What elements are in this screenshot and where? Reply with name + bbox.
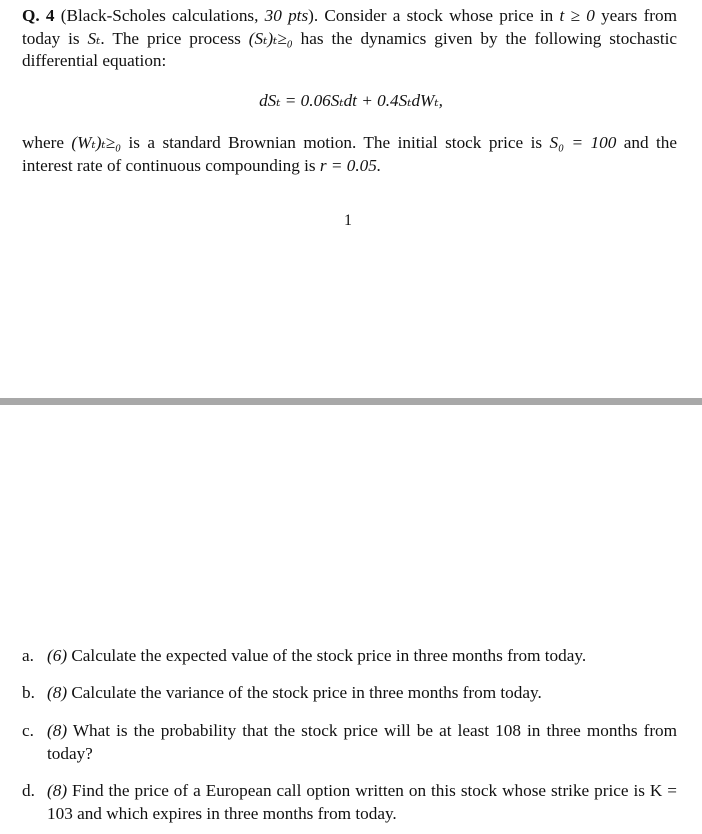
- question-title: (Black-Scholes calculations,: [60, 6, 259, 25]
- part-points: (6): [47, 646, 68, 665]
- intro-text-b: years from today is: [22, 6, 677, 48]
- question-number: Q. 4: [22, 6, 55, 25]
- part-label: c.: [22, 721, 34, 740]
- intro-text-c: . The price process: [100, 28, 249, 48]
- rate-text: and the interest rate of continuous compounding is: [22, 133, 677, 175]
- math-W-process: (Wₜ)ₜ≥₀: [71, 133, 122, 152]
- sde-equation: dSₜ = 0.06Sₜdt + 0.4SₜdWₜ,: [259, 91, 443, 110]
- part-points: (8): [47, 781, 68, 800]
- part-label: b.: [22, 683, 35, 702]
- page-number: 1: [344, 212, 352, 229]
- math-t-range: t ≥ 0: [559, 6, 595, 25]
- math-S-t: Sₜ: [87, 28, 101, 48]
- math-S-process: (Sₜ)ₜ≥₀: [248, 28, 293, 48]
- page-divider: [0, 398, 702, 405]
- part-d: [22, 780, 677, 825]
- part-c: [22, 720, 677, 765]
- part-text: Calculate the variance of the stock price in three months from today.: [67, 683, 542, 702]
- question-title-close: ).: [308, 6, 319, 25]
- part-label: a.: [22, 646, 34, 665]
- intro-text-d: has the dynamics given by the following stochastic differential equation:: [22, 28, 678, 70]
- part-points: (8): [47, 721, 68, 740]
- part-b: [22, 682, 677, 705]
- part-text: Find the price of a European call option written on this stock whose strike price is K = 103 and which expires in three months from today.: [47, 781, 677, 823]
- part-text: Calculate the expected value of the stock price in three months from today.: [67, 646, 587, 665]
- parameters-paragraph: [22, 132, 677, 177]
- question-points: 30 pts: [264, 6, 309, 25]
- intro-text-a: Consider a stock whose price in: [318, 6, 560, 25]
- part-text: What is the probability that the stock price will be at least 108 in three months from today?: [47, 721, 677, 763]
- part-points: (8): [47, 683, 68, 702]
- part-a: [22, 645, 677, 668]
- question-intro: [22, 5, 677, 73]
- math-r: r = 0.05.: [319, 155, 382, 175]
- part-label: d.: [22, 781, 35, 800]
- where-text: where: [22, 133, 72, 152]
- math-S0: S₀ = 100: [549, 133, 617, 152]
- brownian-text: is a standard Brownian motion. The initial stock price is: [121, 133, 550, 152]
